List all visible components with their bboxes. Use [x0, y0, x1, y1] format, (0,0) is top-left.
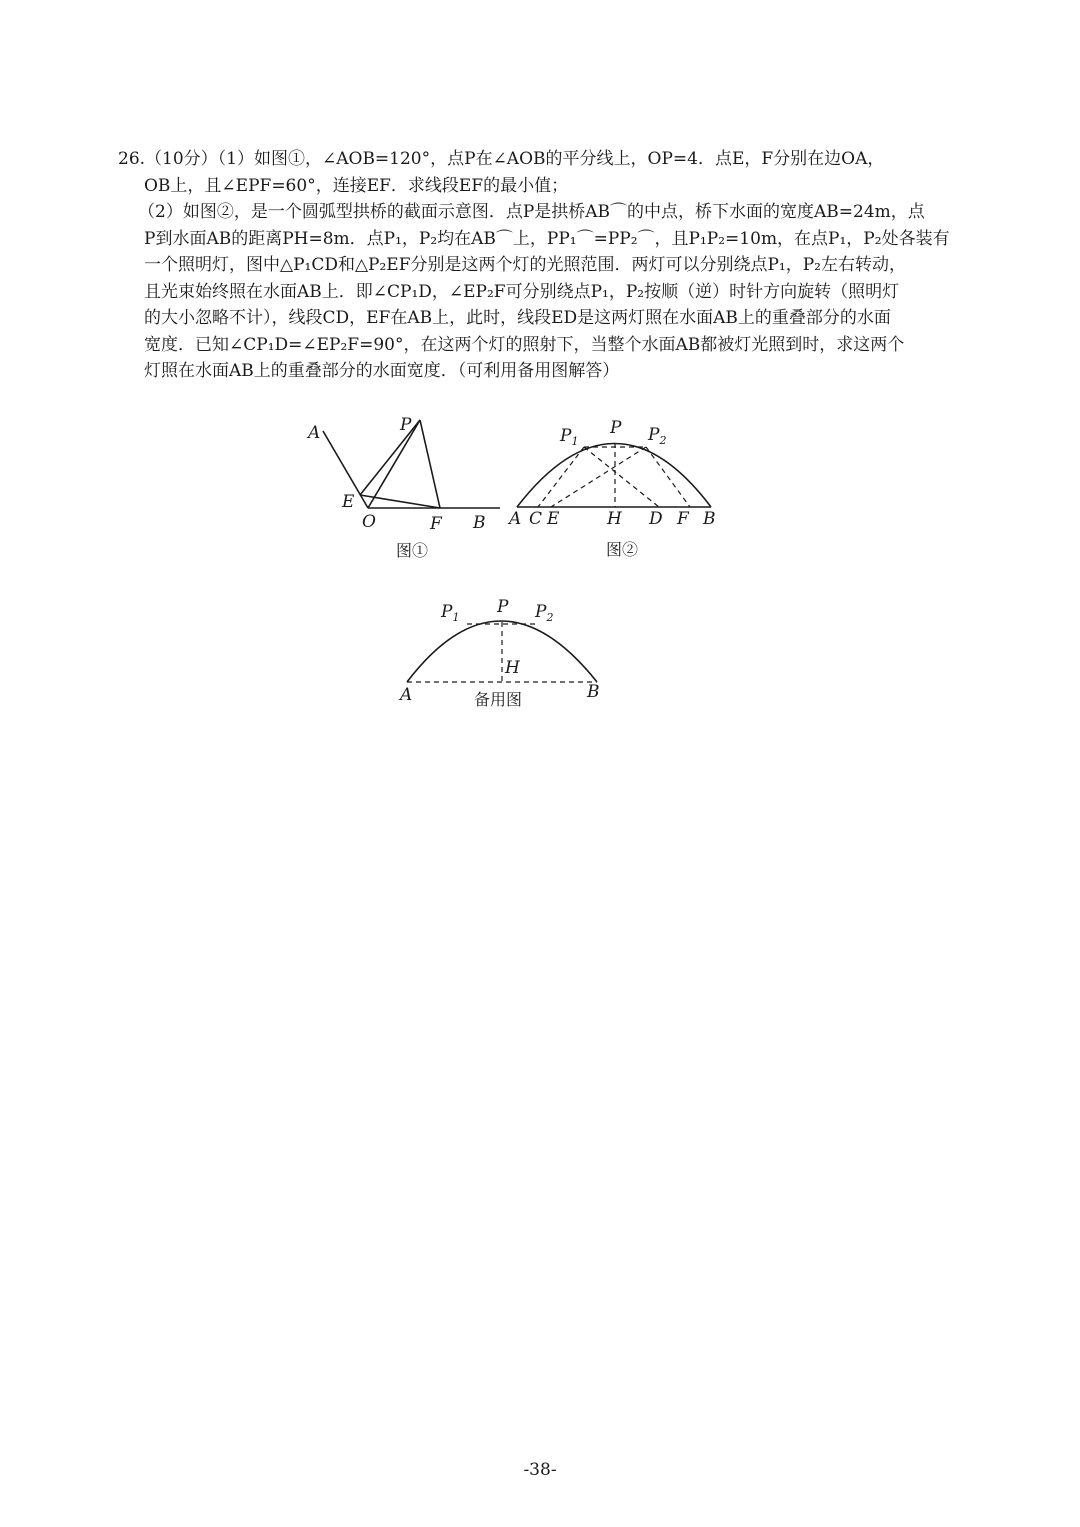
label-P2-sub: 2: [659, 434, 667, 447]
label-P1: [559, 426, 578, 448]
label-A: A: [308, 423, 321, 443]
figure-2-caption: 图②: [606, 540, 639, 559]
label-P: P: [497, 597, 509, 617]
label-P2-main: P: [535, 602, 547, 622]
page-number: -38-: [523, 1460, 557, 1480]
problem-line: 灯照在水面AB上的重叠部分的水面宽度．（可利用备用图解答）: [144, 361, 620, 381]
segment-P2F: [646, 447, 690, 507]
problem-line: OB上，且∠EPF=60°，连接EF．求线段EF的最小值；: [144, 175, 569, 196]
label-P2-main: P: [648, 425, 660, 445]
figure-1-labels: [306, 415, 486, 534]
figure-2-labels: [507, 418, 716, 529]
problem-line: 26.（10分）（1）如图①，∠AOB=120°，点P在∠AOB的平分线上，OP=4．点E，F分别在边OA，: [118, 149, 885, 169]
arch-arc: [517, 444, 711, 508]
label-A: A: [400, 685, 413, 705]
label-P2: [534, 602, 553, 624]
label-P1: [440, 602, 459, 624]
label-D: D: [649, 509, 663, 529]
label-P: P: [400, 415, 412, 435]
label-O: O: [362, 512, 376, 532]
label-B: B: [587, 682, 600, 702]
label-P2-sub: 2: [546, 611, 554, 624]
label-F: F: [430, 514, 442, 534]
label-A: A: [509, 509, 522, 529]
figure-3: [407, 621, 597, 682]
problem-line: 的大小忽略不计），线段CD，EF在AB上，此时，线段ED是这两灯照在水面AB上的重叠部分的水面: [144, 308, 891, 328]
label-H: H: [607, 509, 622, 529]
figure-1-caption: 图①: [396, 541, 429, 560]
problem-line: 且光束始终照在水面AB上．即∠CP₁D，∠EP₂F可分别绕点P₁，P₂按顺（逆）时针方向旋转（照明灯: [144, 281, 900, 302]
problem-line: P到水面AB的距离PH=8m．点P₁，P₂均在AB⌒上，PP₁⌒=PP₂⌒，且P₁P₂=10m，在点P₁，P₂处各装有: [144, 228, 950, 249]
problem-line: （2）如图②，是一个圆弧型拱桥的截面示意图．点P是拱桥AB⌒的中点，桥下水面的宽度AB=24m，点: [138, 202, 925, 222]
label-B: B: [473, 513, 486, 533]
label-H: H: [505, 658, 520, 678]
label-F: F: [677, 509, 689, 529]
label-E: E: [547, 509, 560, 529]
label-P1-sub: 1: [571, 435, 579, 448]
label-E: E: [342, 492, 355, 512]
segment-PF: [420, 420, 440, 508]
figure-3-caption: 备用图: [474, 690, 523, 709]
segment-OP: [368, 420, 420, 508]
problem-line: 宽度．已知∠CP₁D=∠EP₂F=90°，在这两个灯的照射下，当整个水面AB都被灯光照到时，求这两个: [144, 334, 905, 355]
segment-P1D: [584, 447, 659, 507]
label-C: C: [529, 509, 543, 529]
label-P: P: [610, 418, 622, 438]
label-P1-main: P: [441, 602, 453, 622]
segment-P2E: [551, 447, 646, 507]
label-B: B: [703, 509, 716, 529]
figure-2: [517, 443, 711, 507]
label-P1-sub: 1: [452, 611, 460, 624]
label-P2: [647, 425, 666, 447]
problem-line: 一个照明灯，图中△P₁CD和△P₂EF分别是这两个灯的光照范围．两灯可以分别绕点P₁，P₂左右转动，: [144, 255, 907, 275]
label-P1-main: P: [560, 426, 572, 446]
